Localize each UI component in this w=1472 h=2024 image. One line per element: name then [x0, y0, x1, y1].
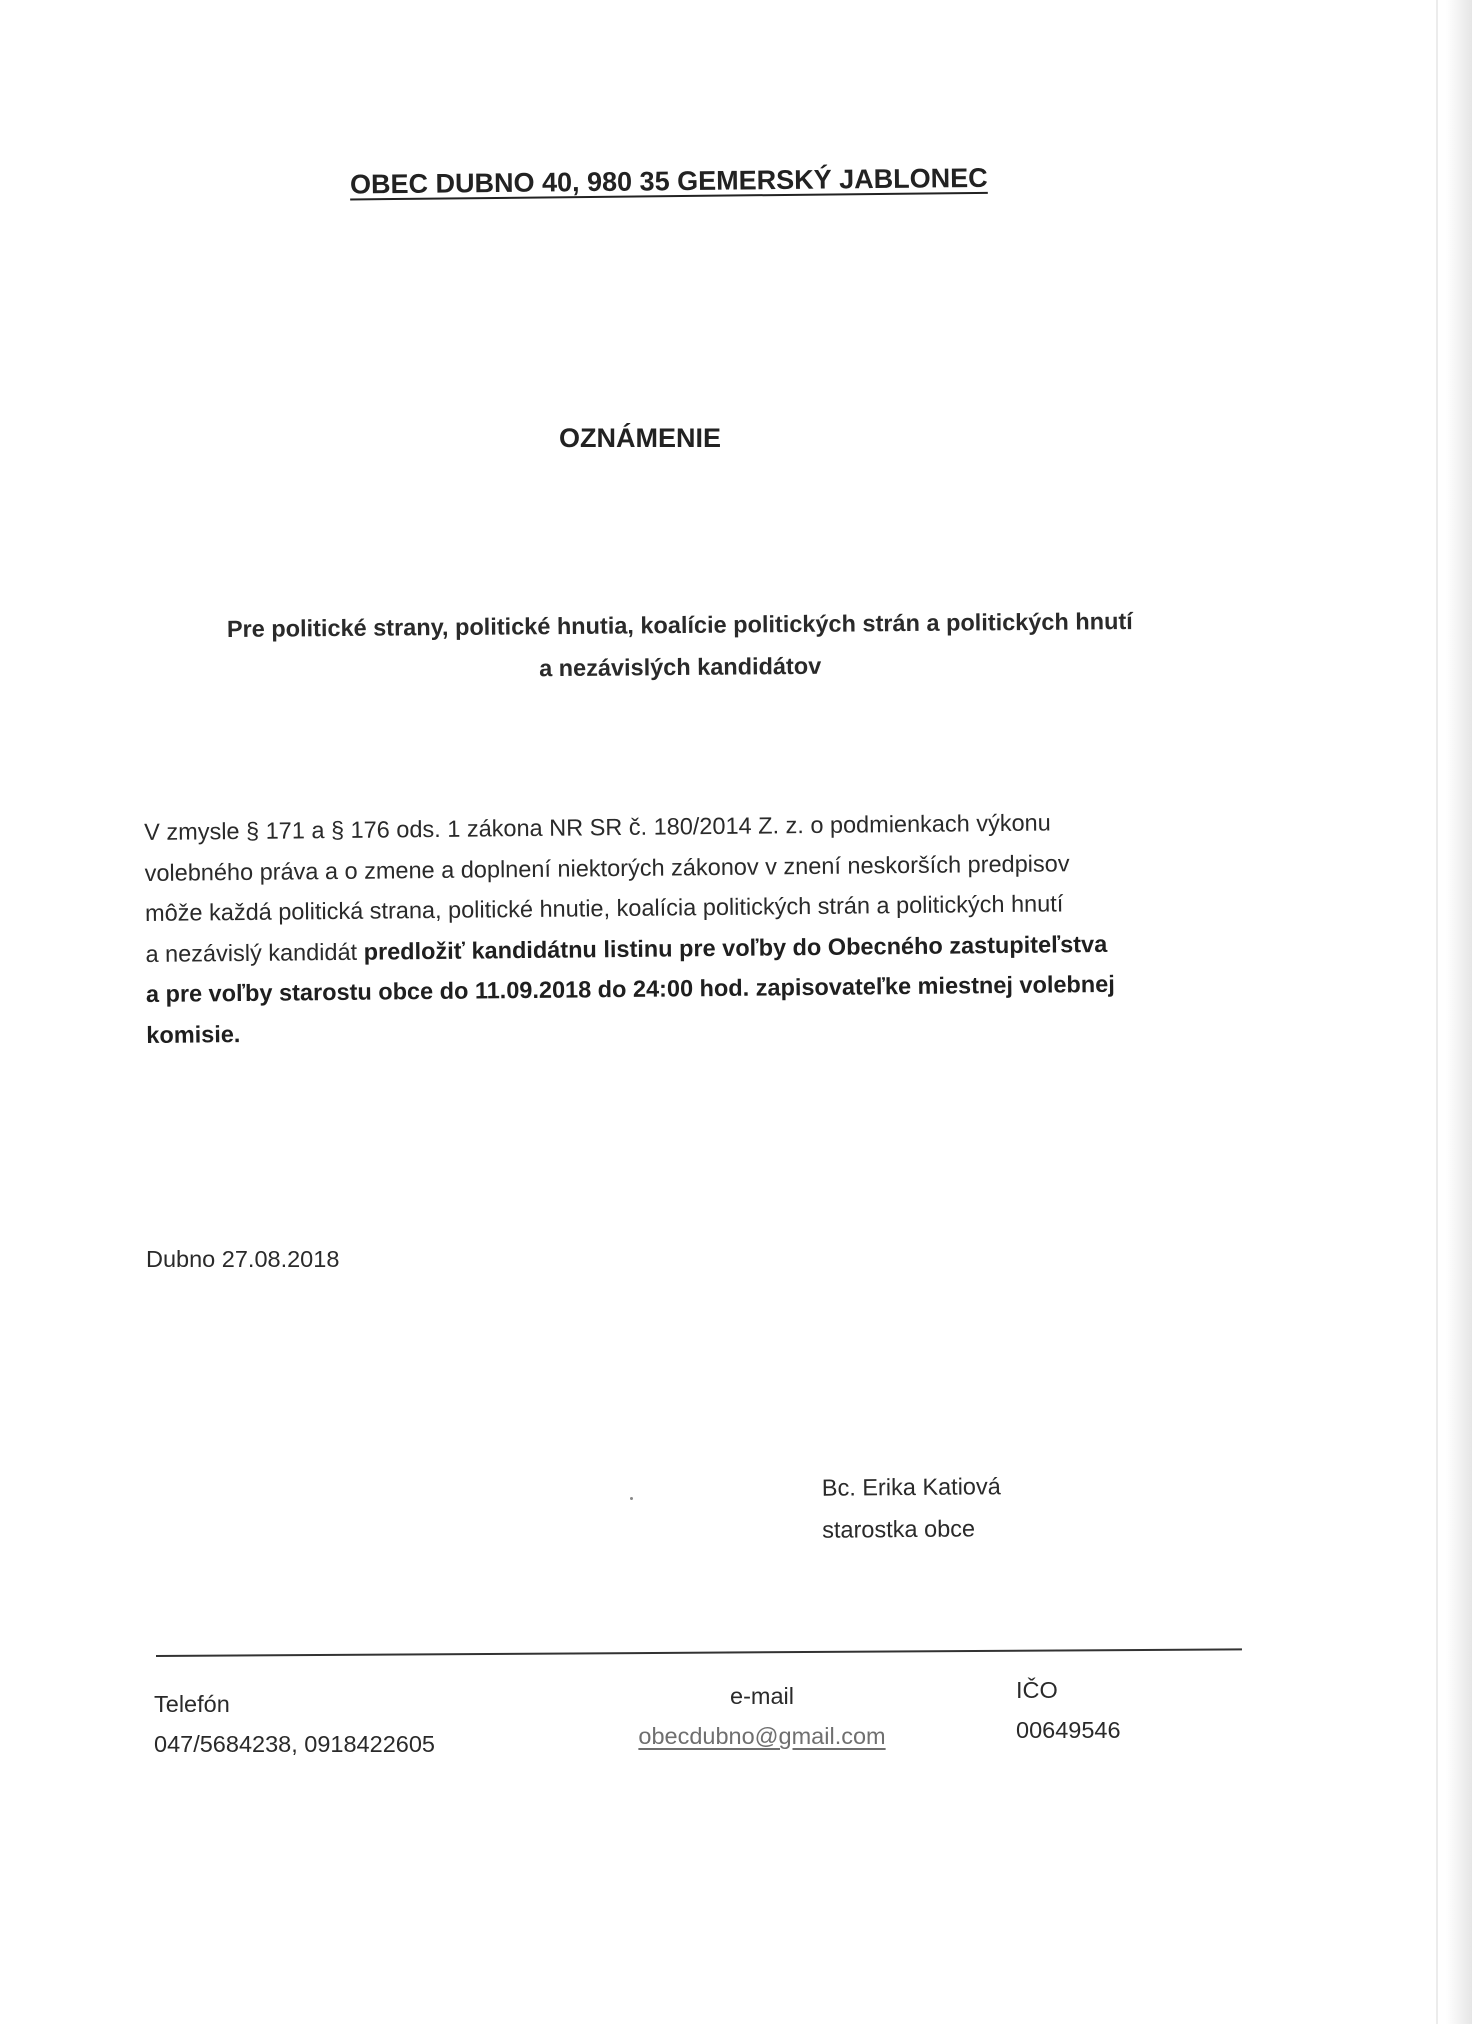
addressee-line-2: a nezávislých kandidátov [539, 652, 822, 682]
footer-email [612, 1676, 912, 1756]
scan-speck [630, 1497, 633, 1500]
signature-block [822, 1465, 1002, 1551]
ico-label: IČO [1016, 1677, 1058, 1703]
municipality-header-text: OBEC DUBNO 40, 980 35 GEMERSKÝ JABLONEC [349, 162, 988, 200]
addressee-line-1: Pre politické strany, politické hnutia, koalície politických strán a politických hnutí [226, 608, 1133, 642]
body-line-1: V zmysle § 171 a § 176 ods. 1 zákona NR SR č. 180/2014 Z. z. o podmienkach výkonu [144, 809, 1051, 845]
phone-value: 047/5684238, 0918422605 [154, 1731, 435, 1757]
body-line-4-normal: a nezávislý kandidát [145, 938, 364, 967]
phone-label: Telefón [154, 1691, 230, 1717]
email-link[interactable]: obecdubno@gmail.com [638, 1723, 886, 1749]
body-line-5: a pre voľby starostu obce do 11.09.2018 do 24:00 hod. zapisovateľke miestnej volebnej [145, 970, 1115, 1007]
notice-title: OZNÁMENIE [559, 423, 721, 453]
notice-body [144, 801, 1236, 1055]
place-date: Dubno 27.08.2018 [146, 1246, 340, 1272]
body-line-3: môže každá politická strana, politické hnutie, koalícia politických strán a politických hnutí [144, 890, 1064, 926]
body-line-6: komisie. [146, 1020, 241, 1048]
body-line-4-bold: predložiť kandidátnu listinu pre voľby do Obecného zastupiteľstva [363, 930, 1108, 965]
ico-value: 00649546 [1016, 1717, 1121, 1743]
footer-phone [154, 1684, 435, 1764]
scan-edge-shadow [1446, 0, 1472, 2024]
email-label: e-mail [730, 1683, 794, 1709]
municipality-header [350, 162, 1020, 200]
signatory-name: Bc. Erika Katiová [821, 1473, 1001, 1501]
footer-divider [156, 1648, 1242, 1657]
scan-edge-line [1436, 0, 1438, 2024]
body-line-2: volebného práva a o zmene a doplnení niektorých zákonov v znení neskorších predpisov [144, 849, 1070, 886]
signatory-role: starostka obce [822, 1515, 976, 1543]
footer-ico [1016, 1670, 1121, 1750]
addressee-block [180, 600, 1181, 693]
